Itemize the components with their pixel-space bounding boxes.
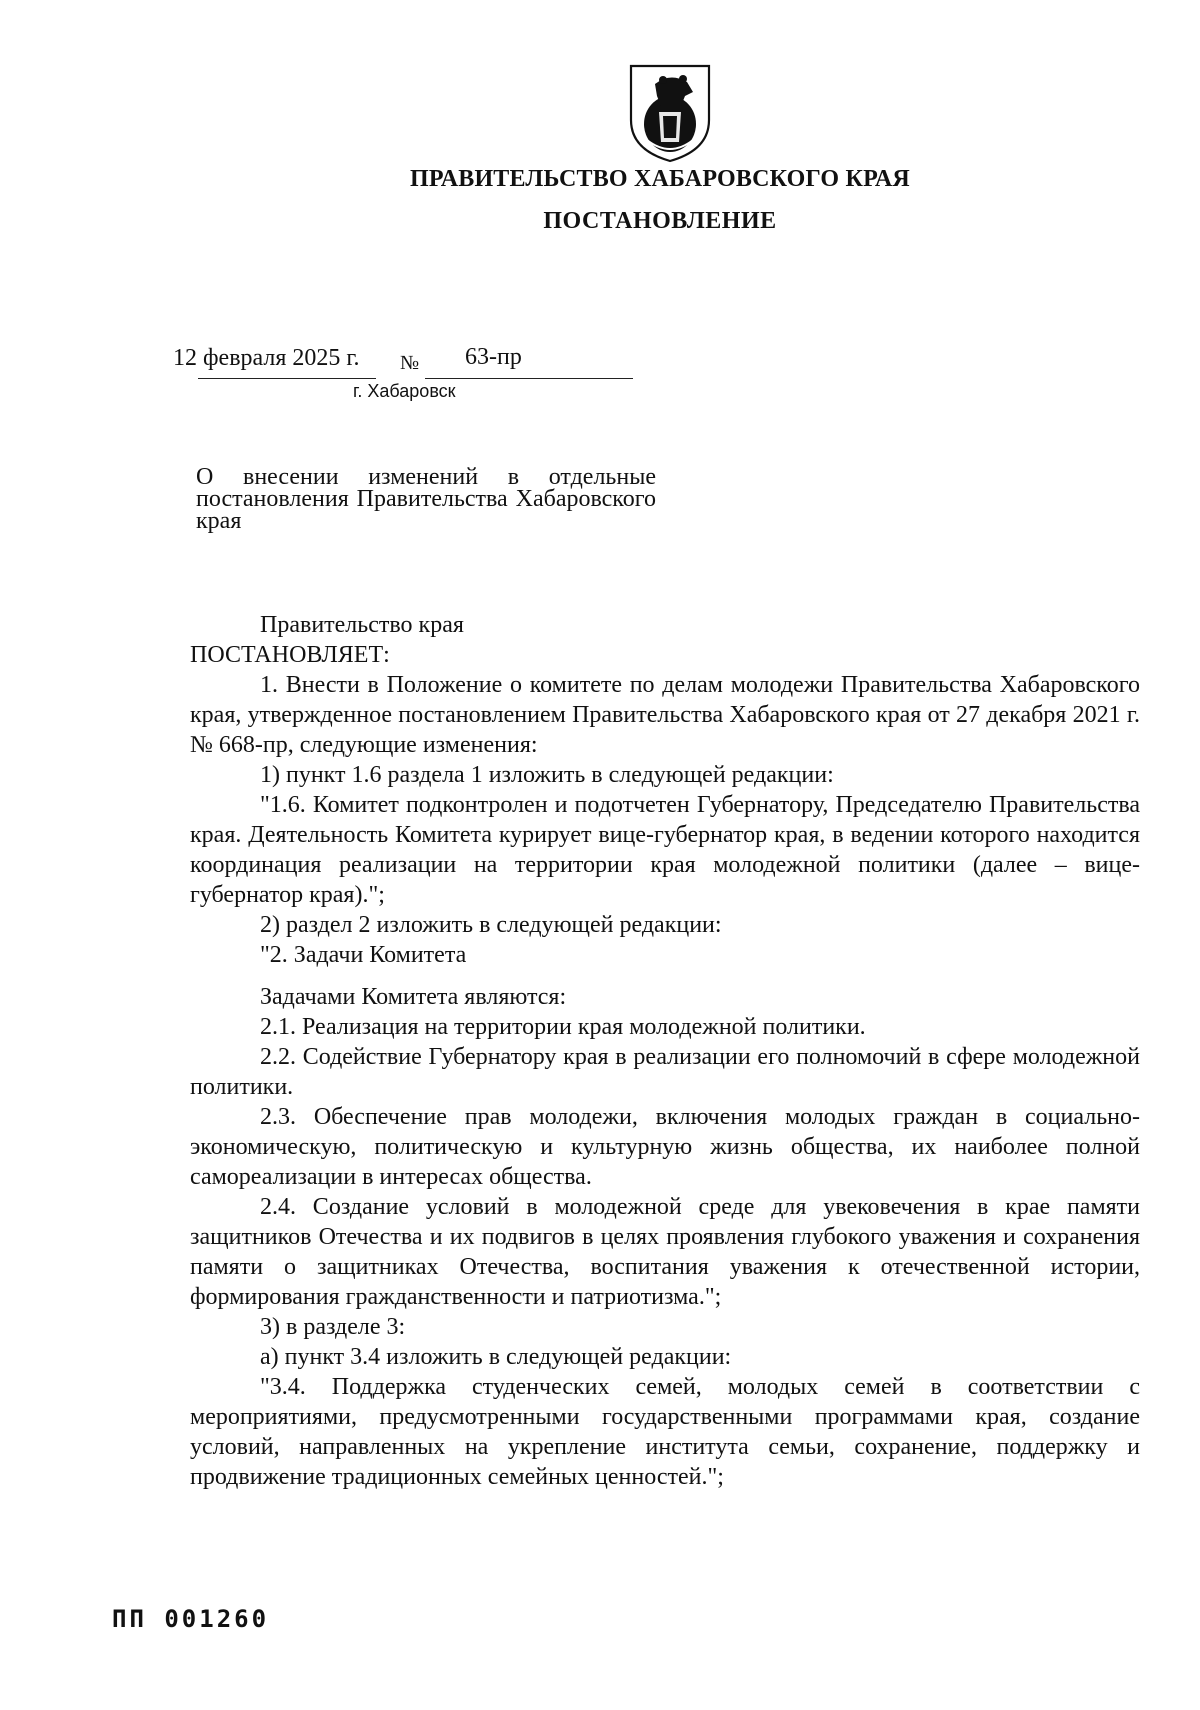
document-number: 63-пр [465,344,522,370]
document-city: г. Хабаровск [353,381,456,401]
paragraph: 1. Внести в Положение о комитете по делам молодежи Правительства Хабаровского края, утвержденное постановлением Правительства Хабаровского края от 27 декабря 2021 г. № 668-пр, следующие изменения: [190,672,1140,758]
preamble-resolves: ПОСТАНОВЛЯЕТ: [190,642,390,668]
paragraph: 2.3. Обеспечение прав молодежи, включения молодых граждан в социально-экономическую, политическую и культурную жизнь общества, их наиболее полной самореализации в интересах общества. [190,1104,1140,1190]
section-heading: "2. Задачи Комитета [260,942,467,968]
paragraph: 2.2. Содействие Губернатору края в реализации его полномочий в сфере молодежной политики. [190,1044,1140,1100]
document-code: ПП 001260 [112,1605,270,1633]
paragraph: "1.6. Комитет подконтролен и подотчетен Губернатору, Председателю Правительства края. Деятельность Комитета курирует вице-губернатор края, в ведении которого находится координация реализации на территории края молодежной политики (далее – вице-губернатор края)."; [190,792,1140,908]
organization-title: ПРАВИТЕЛЬСТВО ХАБАРОВСКОГО КРАЯ [410,166,910,192]
paragraph: 2) раздел 2 изложить в следующей редакции: [260,912,722,938]
date-underline [198,378,376,379]
number-sign: № [400,352,420,374]
document-date: 12 февраля 2025 г. [173,345,360,371]
document-body [190,610,1140,1492]
paragraph: а) пункт 3.4 изложить в следующей редакции: [260,1344,732,1370]
paragraph: 1) пункт 1.6 раздела 1 изложить в следующей редакции: [260,762,834,788]
paragraph: "3.4. Поддержка студенческих семей, молодых семей в соответствии с мероприятиями, предусмотренными государственными программами края, создание условий, направленных на укрепление института семьи, сохранение, поддержку и продвижение традиционных семейных ценностей."; [190,1374,1140,1490]
khabarovsk-coat-of-arms-icon [627,62,713,164]
document-subject: О внесении изменений в отдельные постановления Правительства Хабаровского края [196,464,656,534]
document-type: ПОСТАНОВЛЕНИЕ [543,208,777,234]
paragraph: Задачами Комитета являются: [260,984,567,1010]
preamble-line: Правительство края [260,612,464,638]
number-underline [425,378,633,379]
paragraph: 3) в разделе 3: [260,1314,406,1340]
paragraph: 2.1. Реализация на территории края молодежной политики. [260,1014,866,1040]
paragraph: 2.4. Создание условий в молодежной среде для увековечения в крае памяти защитников Отечества и их подвигов в целях проявления глубокого уважения и сохранения памяти о защитниках Отечества, воспитания уважения к отечественной истории, формирования гражданственности и патриотизма."; [190,1194,1140,1310]
